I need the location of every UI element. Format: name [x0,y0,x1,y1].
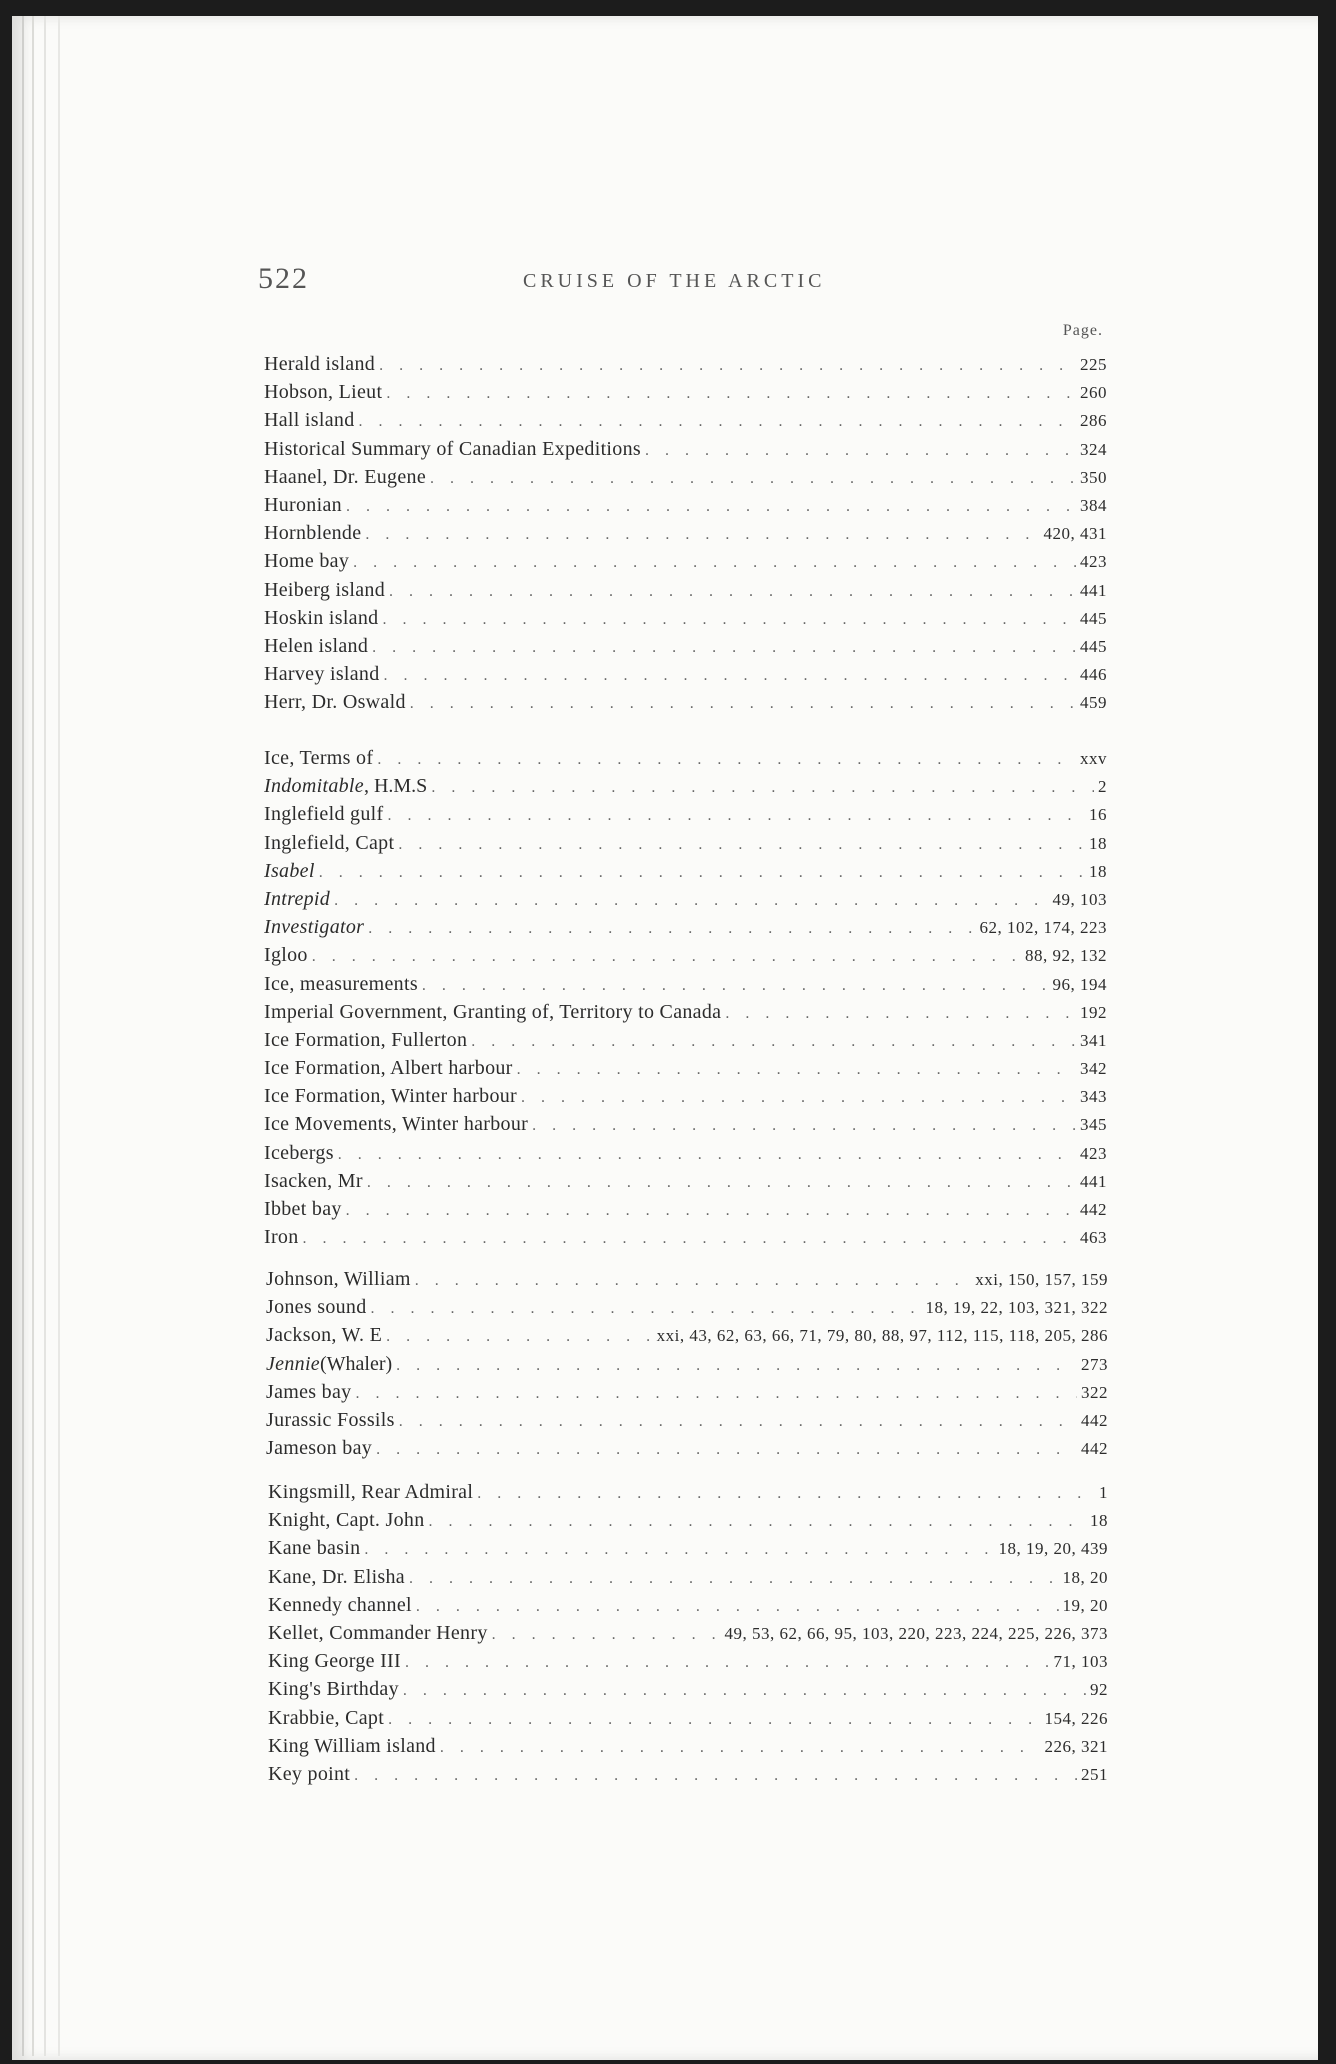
dot-leader [386,380,1076,406]
index-entry [266,1434,1108,1462]
entry-title: Kennedy channel [268,1593,412,1616]
index-entry [264,1195,1107,1223]
index-entry [264,970,1107,998]
entry-pages: 322 [1081,1382,1108,1402]
index-entry [268,1675,1108,1703]
entry-pages: 441 [1080,580,1107,600]
index-entry [268,1619,1108,1647]
page-edge-line [44,16,46,2056]
entry-title: King George III [268,1650,401,1673]
dot-leader [388,1706,1040,1732]
entry-title: Jurassic Fossils [266,1408,395,1431]
dot-leader [477,1480,1095,1506]
index-entry [268,1478,1108,1506]
dot-leader [403,1677,1086,1703]
entry-title: Knight, Capt. John [268,1509,425,1532]
index-entry [264,519,1107,547]
entry-pages: 18, 19, 22, 103, 321, 322 [925,1298,1108,1318]
entry-title: Key point [268,1762,351,1785]
entry-pages: 286 [1080,411,1107,431]
entry-title: Imperial Government, Granting of, Territory to Canada [264,1000,722,1023]
entry-title: Hoskin island [264,606,379,629]
index-group-i [264,744,1107,1251]
dot-leader [367,1169,1076,1195]
entry-pages: 442 [1081,1439,1108,1459]
index-entry [266,1321,1108,1349]
entry-pages: 88, 92, 132 [1025,946,1107,966]
index-entry [268,1647,1108,1675]
entry-title: Inglefield, Capt [264,831,395,854]
dot-leader [405,1649,1050,1675]
index-entry [264,857,1107,885]
index-entry [264,547,1107,575]
index-entry [266,1350,1108,1378]
entry-pages: 49, 53, 62, 66, 95, 103, 220, 223, 224, 225, 226, 373 [724,1623,1108,1643]
index-entry [264,660,1107,688]
entry-pages: 18, 19, 20, 439 [998,1539,1108,1559]
entry-title: Ibbet bay [264,1198,342,1220]
entry-title: Krabbie, Capt [268,1706,385,1729]
entry-title: Herald island [264,353,376,375]
entry-pages: 324 [1080,439,1107,459]
index-entry [266,1378,1108,1406]
entry-title: Ice Formation, Fullerton [264,1028,468,1051]
dot-leader [517,1056,1076,1082]
entry-pages: 273 [1081,1354,1108,1374]
dot-leader [303,1225,1076,1251]
entry-title: Jameson bay [266,1437,373,1460]
entry-pages: 92 [1090,1680,1108,1700]
index-entry [264,463,1107,491]
entry-title: Ice, Terms of [264,747,374,769]
entry-pages: 341 [1080,1030,1107,1050]
entry-pages: 96, 194 [1052,974,1107,994]
entry-pages: 260 [1080,383,1107,403]
entry-pages: 420, 431 [1043,524,1107,544]
index-entry [264,1139,1107,1167]
entry-title: Ice Movements, Winter harbour [264,1113,529,1136]
entry-title: Hobson, Lieut [264,381,383,404]
index-entry [264,800,1107,828]
index-entry [264,1167,1107,1195]
index-entry [264,913,1107,941]
index-group-h [264,350,1107,716]
entry-title: Indomitable [264,775,364,798]
entry-title: Hall island [264,409,355,432]
dot-leader [368,915,975,941]
entry-title: Ice Formation, Albert harbour [264,1057,513,1080]
entry-title: Harvey island [264,663,380,686]
page-header [258,262,1103,302]
dot-leader [429,1508,1086,1534]
dot-leader [410,690,1076,716]
entry-title: Jackson, W. E [266,1324,383,1347]
index-entry [264,604,1107,632]
entry-pages: 18 [1089,833,1107,853]
dot-leader [364,1536,994,1562]
dot-leader [386,1323,653,1349]
dot-leader [415,1267,972,1293]
dot-leader [532,1112,1076,1138]
entry-pages: 423 [1080,1143,1107,1163]
running-head: CRUISE OF THE ARCTIC [523,270,826,292]
index-entry [264,885,1107,913]
entry-pages: 442 [1080,1200,1107,1219]
entry-pages: 345 [1080,1115,1107,1135]
entry-pages: xxi, 150, 157, 159 [975,1270,1108,1289]
index-entry [264,1054,1107,1082]
entry-title: Investigator [264,916,365,939]
index-entry [268,1760,1108,1788]
entry-title: Ice, measurements [264,972,418,995]
entry-title: Helen island [264,634,369,657]
dot-leader [359,408,1076,434]
entry-title: Inglefield gulf [264,803,384,826]
entry-title: Johnson, William [266,1268,411,1290]
dot-leader [372,634,1076,660]
dot-leader [396,1352,1077,1378]
page-number: 522 [258,262,309,295]
index-entry [266,1406,1108,1434]
page-edge-line [32,16,34,2056]
entry-title: James bay [266,1380,352,1403]
dot-leader [492,1621,721,1647]
entry-pages: 192 [1080,1002,1107,1022]
entry-pages: 19, 20 [1062,1595,1108,1615]
entry-title: Ice Formation, Winter harbour [264,1085,518,1108]
entry-pages: 18, 20 [1062,1567,1108,1587]
dot-leader [645,437,1076,463]
index-entry [266,1265,1108,1293]
entry-title: Isacken, Mr [264,1169,363,1192]
entry-title: Kingsmill, Rear Admiral [268,1481,474,1503]
index-entry [264,998,1107,1026]
entry-pages: 62, 102, 174, 223 [979,918,1107,938]
entry-title: Herr, Dr. Oswald [264,691,406,714]
dot-leader [430,465,1076,491]
dot-leader [389,578,1076,604]
dot-leader [338,1141,1076,1167]
index-entry [268,1732,1108,1760]
index-entry [264,406,1107,434]
dot-leader [376,1436,1077,1462]
dot-leader [416,1593,1059,1619]
dot-leader [379,352,1076,378]
entry-pages: 16 [1089,805,1107,825]
entry-pages: 459 [1080,693,1107,713]
dot-leader [431,774,1094,800]
index-entry [264,1110,1107,1138]
entry-pages: 225 [1080,355,1107,374]
dot-leader [371,1295,922,1321]
entry-pages: xxv [1080,749,1107,768]
entry-title: Isabel [264,859,315,882]
index-entry [264,435,1107,463]
dot-leader [382,606,1076,632]
entry-pages: 49, 103 [1052,889,1107,909]
entry-pages: 446 [1080,665,1107,685]
entry-title: Igloo [264,944,308,967]
dot-leader [725,1000,1076,1026]
dot-leader [399,1408,1077,1434]
entry-pages: 445 [1080,636,1107,656]
entry-pages: 71, 103 [1053,1652,1108,1672]
dot-leader [422,972,1049,998]
dot-leader [521,1084,1076,1110]
entry-title: Kellet, Commander Henry [268,1621,488,1644]
entry-pages: 343 [1080,1087,1107,1107]
index-entry [268,1591,1108,1619]
dot-leader [471,1028,1076,1054]
index-entry [264,1223,1107,1251]
index-entry [264,829,1107,857]
dot-leader [312,943,1021,969]
index-entry [264,1082,1107,1110]
index-entry [264,378,1107,406]
entry-title: Kane basin [268,1537,361,1560]
entry-pages: 342 [1080,1059,1107,1079]
dot-leader [384,662,1076,688]
entry-title: Historical Summary of Canadian Expeditions [264,437,641,460]
entry-pages: 2 [1098,777,1107,797]
entry-pages: 251 [1081,1764,1108,1784]
entry-pages: 18 [1089,861,1107,881]
dot-leader [353,549,1076,575]
entry-title: King's Birthday [268,1678,399,1701]
entry-title: Icebergs [264,1141,334,1164]
page-edge-line [22,16,24,2056]
index-entry [268,1506,1108,1534]
entry-title: Jennie [266,1352,320,1375]
index-entry [264,1026,1107,1054]
index-entry [268,1534,1108,1562]
index-entry [266,1293,1108,1321]
entry-title-suffix: , H.M.S [363,775,428,798]
page-edge-line [58,16,60,2056]
dot-leader [355,1380,1077,1406]
entry-title: Kane, Dr. Elisha [268,1565,405,1588]
entry-title: Haanel, Dr. Eugene [264,465,427,488]
entry-pages: 423 [1080,552,1107,572]
index-group-j [266,1265,1108,1462]
index-entry [264,772,1107,800]
entry-title-suffix: (Whaler) [320,1352,393,1375]
dot-leader [334,887,1048,913]
entry-pages: 154, 226 [1044,1708,1108,1728]
dot-leader [319,859,1085,885]
entry-pages: 226, 321 [1044,1736,1108,1756]
index-entry [268,1563,1108,1591]
index-entry [264,744,1107,772]
entry-title: Home bay [264,550,350,573]
dot-leader [346,493,1076,519]
page-column-label: Page. [1062,322,1103,339]
entry-pages: 18 [1090,1511,1108,1531]
entry-pages: 441 [1080,1171,1107,1191]
dot-leader [387,802,1085,828]
dot-leader [377,746,1076,772]
dot-leader [409,1565,1059,1591]
entry-title: Hornblende [264,522,362,545]
index-entry [264,688,1107,716]
dot-leader [354,1762,1077,1788]
index-entry [264,576,1107,604]
index-entry [264,632,1107,660]
entry-pages: 463 [1080,1228,1107,1248]
index-group-k [268,1478,1108,1788]
entry-pages: xxi, 43, 62, 63, 66, 71, 79, 80, 88, 97, 112, 115, 118, 205, 286 [656,1326,1108,1346]
entry-pages: 445 [1080,608,1107,628]
entry-title: Jones sound [266,1296,367,1319]
index-entry [264,941,1107,969]
entry-pages: 350 [1080,467,1107,487]
entry-title: Huronian [264,493,342,516]
dot-leader [346,1197,1076,1223]
entry-title: King William island [268,1734,436,1757]
entry-title: Intrepid [264,887,331,910]
dot-leader [365,521,1039,547]
entry-pages: 442 [1081,1410,1108,1430]
index-entry [264,491,1107,519]
entry-pages: 1 [1099,1483,1108,1502]
index-entry [264,350,1107,378]
dot-leader [398,831,1085,857]
entry-title: Iron [264,1226,299,1249]
index-entry [268,1704,1108,1732]
dot-leader [440,1734,1041,1760]
entry-title: Heiberg island [264,578,386,601]
entry-pages: 384 [1080,495,1107,515]
